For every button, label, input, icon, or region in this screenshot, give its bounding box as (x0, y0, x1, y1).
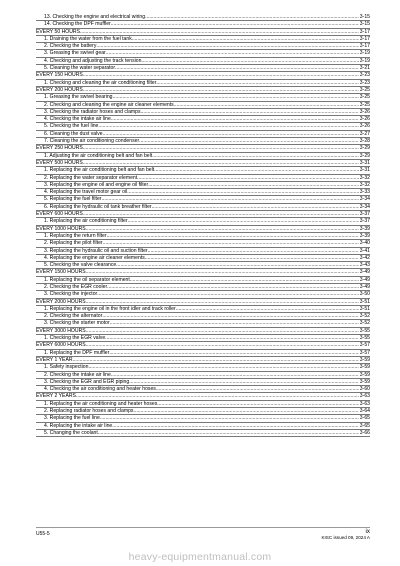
toc-item-title: 2. Checking the intake air line (44, 371, 111, 378)
toc-leader-dots (110, 320, 359, 326)
toc-leader-dots (176, 306, 359, 312)
toc-leader-dots (83, 211, 359, 217)
toc-leader-dots (128, 218, 359, 224)
toc-item-title: 3. Replacing the hydraulic oil and suction filter (44, 247, 148, 254)
toc-leader-dots (145, 14, 359, 20)
toc-section-row (36, 87, 370, 94)
toc-item-title: 3. Checking the EGR and EGR piping (44, 378, 130, 385)
toc-leader-dots (86, 226, 359, 232)
toc-item-title: 3. Replacing the fuel line (44, 415, 100, 422)
toc-page-number: 3-65 (359, 422, 370, 429)
toc-section-title: EVERY 50 HOURS (36, 28, 80, 35)
toc-item-row (36, 196, 370, 203)
toc-leader-dots (76, 393, 359, 399)
toc-page-number: 3-17 (359, 28, 370, 35)
toc-item-title: 4. Checking and adjusting the track tension (44, 57, 142, 64)
toc-leader-dots (102, 313, 358, 319)
toc-item-title: 1. Replacing the air conditioning belt and fan belt (44, 167, 155, 174)
toc-item-title: 5. Changing the coolant (44, 429, 98, 436)
toc-page-number: 3-34 (359, 196, 370, 203)
toc-leader-dots (101, 196, 358, 202)
toc-page-number: 3-55 (359, 327, 370, 334)
toc-leader-dots (86, 342, 359, 348)
toc-leader-dots (100, 415, 359, 421)
toc-page-number: 3-28 (359, 138, 370, 145)
toc-item-row (36, 379, 370, 386)
toc-item-row (36, 109, 370, 116)
toc-item-row (36, 131, 370, 138)
toc-leader-dots (83, 87, 359, 93)
toc-page-number: 3-49 (359, 283, 370, 290)
toc-page-number: 3-42 (359, 254, 370, 261)
toc-item-title: 1. Replacing the air conditioning and heater hoses (44, 400, 158, 407)
toc-leader-dots (127, 189, 359, 195)
toc-item-title: 5. Checking the valve clearance (44, 262, 117, 269)
toc-item-title: 3. Checking the starter motor (44, 320, 110, 327)
toc-item-row (36, 50, 370, 57)
toc-page-number: 3-32 (359, 174, 370, 181)
toc-page-number: 3-39 (359, 232, 370, 239)
toc-item-row (36, 423, 370, 430)
toc-page-number: 3-49 (359, 269, 370, 276)
toc-item-title: 4. Replacing the intake air line (44, 422, 113, 429)
toc-page-number: 3-60 (359, 386, 370, 393)
toc-item-row (36, 401, 370, 408)
toc-item-row (36, 138, 370, 145)
toc-section-title: EVERY 150 HOURS (36, 72, 83, 79)
toc-item-row (36, 204, 370, 211)
toc-leader-dots (97, 291, 359, 297)
toc-leader-dots (86, 269, 359, 275)
toc-leader-dots (111, 116, 359, 122)
toc-item-row (36, 350, 370, 357)
toc-page-number: 3-34 (359, 203, 370, 210)
toc-page-number: 3-23 (359, 72, 370, 79)
toc-item-row (36, 80, 370, 87)
toc-leader-dots (137, 175, 359, 181)
toc-page-number: 3-40 (359, 240, 370, 247)
toc-item-title: 1. Safety inspection (44, 364, 89, 371)
toc-section-row (36, 145, 370, 152)
toc-leader-dots (113, 94, 359, 100)
toc-item-title: 14. Checking the DPF muffler (44, 21, 111, 28)
toc-leader-dots (112, 423, 359, 429)
toc-leader-dots (115, 65, 359, 71)
toc-item-title: 1. Replacing the oil separator element (44, 276, 130, 283)
page-footer-right (321, 529, 370, 541)
toc-section-title: EVERY 2000 HOURS (36, 298, 86, 305)
toc-item-title: 6. Replacing the hydraulic oil tank breather filter (44, 203, 152, 210)
toc-page-number: 3-21 (359, 65, 370, 72)
toc-leader-dots (86, 328, 359, 334)
toc-item-row (36, 313, 370, 320)
toc-item-row (36, 408, 370, 415)
watermark-text: heavy-equipmentmanual.com (128, 551, 272, 563)
toc-item-title: 1. Greasing the swivel bearing (44, 94, 113, 101)
toc-section-row (36, 29, 370, 36)
toc-item-row (36, 372, 370, 379)
toc-section-row (36, 299, 370, 306)
toc-page-number: 3-39 (359, 225, 370, 232)
toc-item-row (36, 248, 370, 255)
page-number: ix (365, 528, 370, 535)
toc-item-title: 2. Replacing radiator hoses and clamps (44, 408, 134, 415)
toc-page-number: 3-32 (359, 181, 370, 188)
toc-leader-dots (139, 138, 359, 144)
toc-page-number: 3-65 (359, 415, 370, 422)
toc-leader-dots (73, 357, 359, 363)
toc-item-row (36, 430, 370, 437)
toc-leader-dots (88, 364, 358, 370)
toc-page-number: 3-25 (359, 86, 370, 93)
toc-item-row (36, 189, 370, 196)
toc-item-row (36, 36, 370, 43)
toc-leader-dots (98, 123, 358, 129)
toc-leader-dots (107, 233, 359, 239)
toc-page-number: 3-37 (359, 218, 370, 225)
toc-item-title: 4. Checking the air conditioning and heater hoses (44, 386, 156, 393)
toc-page-number: 3-50 (359, 291, 370, 298)
toc-leader-dots (96, 43, 358, 49)
toc-page-number: 3-25 (359, 94, 370, 101)
toc-item-title: 4. Checking the intake air line (44, 116, 111, 123)
toc-page-number: 3-63 (359, 400, 370, 407)
toc-page-number: 3-31 (359, 159, 370, 166)
table-of-contents (36, 14, 370, 437)
toc-section-title: EVERY 1500 HOURS (36, 269, 86, 276)
toc-item-row (36, 21, 370, 28)
toc-page-number: 3-27 (359, 130, 370, 137)
toc-item-title: 2. Checking and cleaning the engine air cleaner elements (44, 101, 174, 108)
toc-page-number: 3-37 (359, 211, 370, 218)
toc-page-number: 3-26 (359, 108, 370, 115)
toc-item-title: 6. Cleaning the dust valve (44, 130, 103, 137)
toc-page-number: 3-64 (359, 408, 370, 415)
toc-leader-dots (83, 145, 359, 151)
toc-section-title: EVERY 3000 HOURS (36, 327, 86, 334)
toc-leader-dots (111, 21, 359, 27)
toc-page-number: 3-33 (359, 189, 370, 196)
toc-page-number: 3-63 (359, 393, 370, 400)
toc-page-number: 3-41 (359, 247, 370, 254)
toc-section-row (36, 393, 370, 400)
toc-item-title: 1. Checking and cleaning the air conditioning filter (44, 79, 157, 86)
toc-section-title: EVERY 2 YEARS (36, 393, 76, 400)
toc-leader-dots (107, 284, 359, 290)
toc-item-row (36, 65, 370, 72)
toc-leader-dots (103, 240, 359, 246)
toc-leader-dots (105, 335, 359, 341)
toc-item-row (36, 123, 370, 130)
toc-page-number: 3-59 (359, 356, 370, 363)
toc-page-number: 3-26 (359, 116, 370, 123)
toc-leader-dots (174, 102, 359, 108)
toc-page-number: 3-19 (359, 50, 370, 57)
toc-leader-dots (152, 204, 359, 210)
toc-item-row (36, 320, 370, 327)
toc-section-title: EVERY 1000 HOURS (36, 225, 86, 232)
toc-leader-dots (130, 277, 359, 283)
toc-page-number: 3-57 (359, 342, 370, 349)
toc-item-row (36, 277, 370, 284)
toc-item-title: 1. Replacing the air conditioning filter (44, 218, 128, 225)
toc-page-number: 3-49 (359, 276, 370, 283)
toc-leader-dots (86, 299, 359, 305)
toc-page-number: 3-52 (359, 313, 370, 320)
toc-page-number: 3-57 (359, 349, 370, 356)
toc-item-row (36, 291, 370, 298)
toc-item-title: 4. Replacing the travel motor gear oil (44, 189, 128, 196)
toc-leader-dots (141, 58, 358, 64)
toc-item-row (36, 182, 370, 189)
toc-section-row (36, 269, 370, 276)
toc-item-row (36, 255, 370, 262)
toc-page-number: 3-31 (359, 167, 370, 174)
toc-page-number: 3-43 (359, 262, 370, 269)
toc-leader-dots (111, 372, 359, 378)
toc-page-number: 3-55 (359, 335, 370, 342)
toc-item-row (36, 102, 370, 109)
toc-item-row (36, 218, 370, 225)
toc-item-title: 5. Checking the fuel line (44, 123, 99, 130)
toc-item-title: 3. Replacing the engine oil and engine oil filter (44, 181, 149, 188)
toc-item-row (36, 167, 370, 174)
toc-leader-dots (132, 36, 359, 42)
toc-item-title: 3. Greasing the swivel gear (44, 50, 106, 57)
toc-item-row (36, 233, 370, 240)
toc-page-number: 3-59 (359, 364, 370, 371)
footer-divider (36, 527, 370, 528)
toc-item-title: 1. Replacing the DPF muffler (44, 349, 110, 356)
toc-leader-dots (98, 430, 359, 436)
model-number: U55-5 (36, 531, 50, 537)
toc-item-title: 5. Cleaning the water separator (44, 65, 116, 72)
toc-leader-dots (116, 262, 359, 268)
toc-section-row (36, 226, 370, 233)
toc-item-title: 5. Replacing the fuel filter (44, 196, 102, 203)
toc-item-row (36, 175, 370, 182)
toc-page-number: 3-26 (359, 123, 370, 130)
toc-leader-dots (148, 182, 359, 188)
toc-item-row (36, 386, 370, 393)
toc-page-number: 3-52 (359, 320, 370, 327)
toc-page-number: 3-23 (359, 79, 370, 86)
toc-item-row (36, 262, 370, 269)
toc-item-row (36, 116, 370, 123)
toc-item-title: 2. Replacing the water separator element (44, 174, 138, 181)
toc-leader-dots (156, 386, 359, 392)
toc-page-number: 3-25 (359, 101, 370, 108)
toc-item-row (36, 306, 370, 313)
toc-item-row (36, 14, 370, 21)
toc-item-title: 13. Checking the engine and electrical wiring (44, 14, 146, 20)
toc-item-row (36, 415, 370, 422)
toc-item-title: 2. Checking the battery (44, 43, 97, 50)
toc-item-title: 1. Replacing the engine oil in the front idler and track roller (44, 305, 176, 312)
toc-page-number: 3-51 (359, 305, 370, 312)
toc-section-row (36, 72, 370, 79)
toc-leader-dots (156, 80, 358, 86)
toc-section-title: EVERY 200 HOURS (36, 86, 83, 93)
toc-page-number: 3-66 (359, 429, 370, 436)
issue-info: KISC issued 09, 2024 A (321, 535, 370, 541)
toc-item-title: 2. Checking the EGR cooler (44, 283, 108, 290)
toc-page-number: 3-19 (359, 57, 370, 64)
toc-item-row (36, 94, 370, 101)
toc-item-title: 7. Cleaning the air conditioning condenser (44, 138, 140, 145)
toc-item-row (36, 335, 370, 342)
toc-item-title: 2. Replacing the pilot filter (44, 240, 103, 247)
toc-item-row (36, 240, 370, 247)
toc-leader-dots (141, 109, 359, 115)
toc-item-title: 2. Checking the alternator (44, 313, 103, 320)
toc-leader-dots (148, 248, 359, 254)
toc-item-row (36, 153, 370, 160)
toc-page-number: 3-51 (359, 298, 370, 305)
toc-item-row (36, 58, 370, 65)
toc-leader-dots (83, 72, 359, 78)
toc-leader-dots (145, 255, 359, 261)
toc-page-number: 3-29 (359, 152, 370, 159)
toc-page-number: 3-29 (359, 145, 370, 152)
toc-section-row (36, 342, 370, 349)
toc-page-number: 3-15 (359, 21, 370, 28)
toc-section-title: EVERY 500 HOURS (36, 159, 83, 166)
toc-item-title: 3. Checking the radiator hoses and clamps (44, 108, 141, 115)
toc-leader-dots (129, 379, 359, 385)
toc-item-title: 1. Adjusting the air conditioning belt and fan belt (44, 152, 153, 159)
toc-section-row (36, 357, 370, 364)
toc-leader-dots (106, 50, 359, 56)
toc-item-row (36, 364, 370, 371)
toc-item-title: 1. Draining the water from the fuel tank (44, 35, 132, 42)
toc-leader-dots (83, 160, 359, 166)
toc-item-title: 4. Replacing the engine air cleaner elements (44, 254, 145, 261)
toc-item-title: 1. Checking the EGR valve (44, 335, 106, 342)
toc-leader-dots (133, 408, 358, 414)
toc-item-title: 1. Replacing the return filter (44, 232, 107, 239)
toc-page-number: 3-17 (359, 43, 370, 50)
toc-section-row (36, 211, 370, 218)
toc-item-row (36, 284, 370, 291)
toc-leader-dots (154, 167, 359, 173)
toc-item-title: 3. Checking the injector (44, 291, 98, 298)
toc-section-row (36, 160, 370, 167)
toc-section-title: EVERY 1 YEAR (36, 356, 73, 363)
toc-leader-dots (80, 29, 359, 35)
toc-section-title: EVERY 6000 HOURS (36, 342, 86, 349)
toc-page-number: 3-59 (359, 371, 370, 378)
toc-section-row (36, 328, 370, 335)
toc-item-row (36, 43, 370, 50)
toc-page-number: 3-17 (359, 35, 370, 42)
toc-section-title: EVERY 250 HOURS (36, 145, 83, 152)
toc-page-number: 3-15 (359, 14, 370, 20)
toc-section-title: EVERY 600 HOURS (36, 211, 83, 218)
toc-leader-dots (157, 401, 359, 407)
toc-leader-dots (152, 153, 359, 159)
toc-leader-dots (103, 131, 359, 137)
toc-page-number: 3-59 (359, 378, 370, 385)
toc-leader-dots (109, 350, 358, 356)
